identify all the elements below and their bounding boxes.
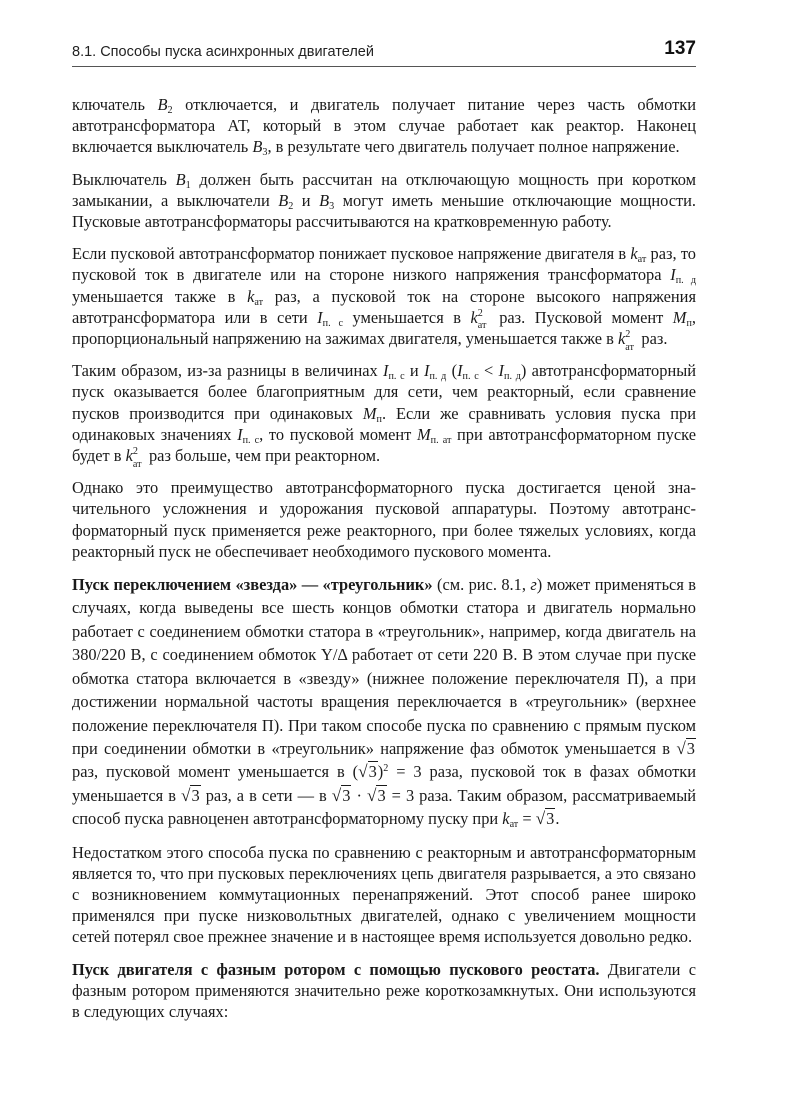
sqrt-three: √3 xyxy=(181,785,200,805)
paragraph-8: Пуск двигателя с фазным ротором с помощью пускового реостата. Двигатели с фазным ротором применяются значительно реже короткозамкнутых. Они используются в следующих случаях: xyxy=(72,959,697,1021)
section-title: 8.1. Способы пуска асинхронных двигателей xyxy=(72,44,374,60)
sqrt-three: √3 xyxy=(676,738,695,758)
paragraph-2: Выключатель $B_1$ должен быть рассчитан на отключающую мощность при коротком замыкании, а выключатели $B_2$ и $B_3$ могут иметь меньшие отключающие мощности. Пусковые автотрансформаторы рассчитываются на кратковременную работу. xyxy=(72,169,697,232)
paragraph-1: ключатель $B_2$ отключается, и двигатель получает питание через часть обмотки автотрансформатора АТ, который в этом случае работает как реактор. Наконец включается выключатель $B_3$, в результате чего двигатель получает полное напряжение. xyxy=(72,95,697,159)
body-text xyxy=(72,94,696,1033)
paragraph-7: Недостатком этого способа пуска по сравнению с реакторным и автотрансформаторным является то, что при пусковых переключениях цепь двигателя разрывается, а это связано с возникновением коммутационных перенапряжений. Этот способ ранее широко применялся при пуске низковольтных двигателей, однако с увеличением мощности сетей потерял свое прежнее значение и в настоящее время используется довольно редко. xyxy=(72,842,696,947)
running-header xyxy=(72,40,696,67)
paragraph-5: Однако это преимущество автотрансформаторного пуска достигается ценой значительного усложнения и удорожания пусковой аппаратуры. Поэтому автотрансформаторный пуск применяется реже реакторного, при более тяжелых условиях, когда реакторный пуск не обеспечивает необходимого пускового момента. xyxy=(72,478,696,561)
paragraph-3: Если пусковой автотрансформатор понижает пусковое напряжение двигателя в $k_{ат}$ раз, то пусковой ток в двигателе или на стороне низкого напряжения трансформатора $I_{п. д}$ уменьшается также в $k_{ат}$ раз, а пусковой ток на стороне высокого напряжения автотрансформатора или в сети $I_{п. с}$ уменьшается в k 2 ат раз. Пусковой момент $M_п$, пропорциональный напряжению на зажимах двигателя, уменьшается также в k 2 ат раз. xyxy=(72,244,696,353)
subsection-heading-rheostat: Пуск двигателя с фазным ротором с помощью пускового реостата. xyxy=(72,959,600,979)
sqrt-three: √3 xyxy=(535,809,555,829)
sqrt-three: √3 xyxy=(358,762,377,782)
paragraph-6: Пуск переключением «звезда» — «треугольник» (см. рис. 8.1, г) может применяться в случаях, когда выведены все шесть концов обмотки статора и двигатель нормально работает с соединением обмотки статора в «треугольник», например, когда двигатель на 380/220 В, с соединением обмоток Y/Δ работает от сети 220 В. В этом случае при пуске обмотка статора включается в «звезду» (нижнее положение переключателя П), а при достижении нормальной частоты вращения переключается в «треугольник» (верхнее положение переключателя П). При таком способе пуска по сравнению с прямым пуском при соединении обмотки в «треугольник» напряжение фаз обмоток уменьшается в √3 раз, пусковой момент уменьшается в $(√3)^2 = 3$ раза, пусковой ток в фазах обмотки уменьшается в √3 раз, а в сети — в √3 · √3 = 3 раза. Таким образом, рассматриваемый способ пуска равноценен автотрансформаторному пуску при $k_{ат} = √3$. xyxy=(72,575,697,831)
page-number: 137 xyxy=(664,38,696,59)
subsection-heading-star-delta: Пуск переключением «звезда» — «треугольник» xyxy=(72,575,433,595)
sqrt-three: √3 xyxy=(331,785,351,805)
paragraph-4: Таким образом, из-за разницы в величинах $I_{п. с}$ и $I_{п. д}$ $(I_{п. с} < I_{п. д})$ автотрансформаторный пуск оказывается более благоприятным для сети, чем реакторный, если сравнение пусков производится при одинаковых $M_п$. Если же сравнивать условия пуска при одинаковых значениях $I_{п. с}$, то пусковой момент $M_{п. ат}$ при автотрансформаторном пуске будет в k 2 ат раз больше, чем при реакторном. xyxy=(72,361,697,470)
sqrt-three: √3 xyxy=(366,785,386,805)
